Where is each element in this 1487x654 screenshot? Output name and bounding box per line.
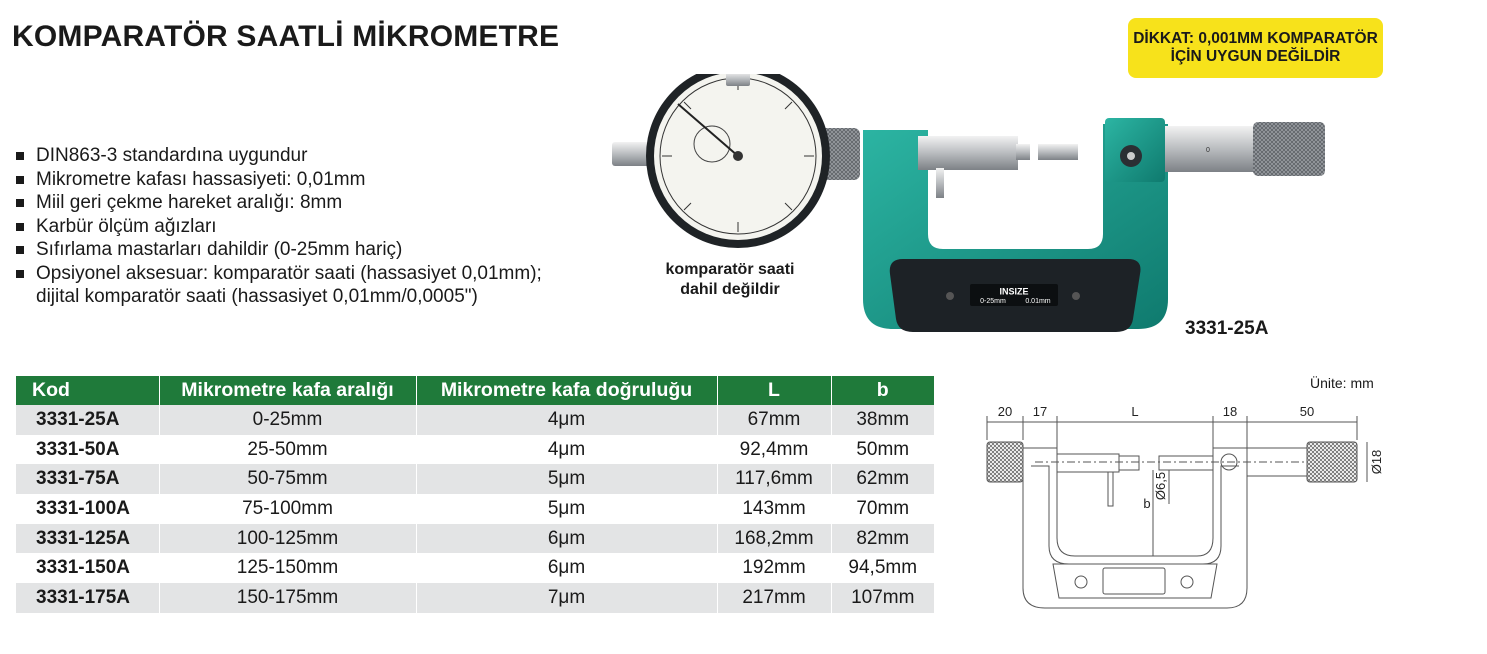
feature-item: Opsiyonel aksesuar: komparatör saati (hassasiyet 0,01mm); (16, 262, 542, 286)
cell-kod: 3331-50A (16, 435, 159, 465)
header-kod: Kod (16, 376, 159, 405)
cell-range: 0-25mm (159, 405, 416, 435)
cell-b: 82mm (831, 524, 934, 554)
dim-17: 17 (1032, 404, 1048, 419)
cell-accuracy: 5μm (416, 464, 717, 494)
header-range: Mikrometre kafa aralığı (159, 376, 416, 405)
table-row (16, 464, 934, 494)
cell-range: 150-175mm (159, 583, 416, 613)
cell-kod: 3331-125A (16, 524, 159, 554)
table-header-row (16, 376, 934, 405)
cell-l: 192mm (717, 553, 831, 583)
cell-kod: 3331-150A (16, 553, 159, 583)
cell-l: 217mm (717, 583, 831, 613)
cell-accuracy: 5μm (416, 494, 717, 524)
table-row (16, 435, 934, 465)
cell-b: 94,5mm (831, 553, 934, 583)
cell-accuracy: 6μm (416, 553, 717, 583)
photo-range: 0-25mm (980, 298, 1006, 305)
cell-l: 92,4mm (717, 435, 831, 465)
cell-b: 38mm (831, 405, 934, 435)
warning-line-1: DİKKAT: 0,001MM KOMPARATÖR (1133, 30, 1378, 47)
cell-range: 125-150mm (159, 553, 416, 583)
photo-resolution: 0.01mm (1025, 298, 1051, 305)
cell-range: 50-75mm (159, 464, 416, 494)
cell-l: 117,6mm (717, 464, 831, 494)
table-row (16, 524, 934, 554)
model-label: 3331-25A (1185, 318, 1269, 339)
dim-50: 50 (1299, 404, 1315, 419)
caption-line-2: dahil değildir (680, 281, 780, 298)
feature-item: DIN863-3 standardına uygundur (16, 144, 542, 168)
table-row (16, 494, 934, 524)
header-b: b (831, 376, 934, 405)
cell-b: 62mm (831, 464, 934, 494)
cell-l: 67mm (717, 405, 831, 435)
dim-l: L (1131, 404, 1139, 419)
cell-b: 50mm (831, 435, 934, 465)
table-row (16, 405, 934, 435)
dim-20: 20 (997, 404, 1013, 419)
cell-range: 25-50mm (159, 435, 416, 465)
table-row (16, 583, 934, 613)
feature-item-continuation: dijital komparatör saati (hassasiyet 0,01mm/0,0005") (36, 286, 478, 307)
header-accuracy: Mikrometre kafa doğruluğu (416, 376, 717, 405)
technical-drawing (965, 396, 1395, 618)
caption-line-1: komparatör saati (665, 261, 795, 278)
micrometer-photo (608, 74, 1333, 349)
dim-18: 18 (1222, 404, 1238, 419)
caption (630, 260, 830, 300)
cell-accuracy: 7μm (416, 583, 717, 613)
table-row (16, 553, 934, 583)
cell-accuracy: 4μm (416, 405, 717, 435)
cell-range: 100-125mm (159, 524, 416, 554)
feature-item: Karbür ölçüm ağızları (16, 215, 542, 239)
feature-list (16, 144, 542, 309)
dim-b: b (1143, 496, 1151, 511)
left-knurl (987, 442, 1023, 482)
cell-range: 75-100mm (159, 494, 416, 524)
page-title: KOMPARATÖR SAATLİ MİKROMETRE (12, 20, 560, 53)
dim-d18: Ø18 (1369, 449, 1384, 475)
cell-kod: 3331-25A (16, 405, 159, 435)
warning-notice (1128, 18, 1383, 78)
spec-table (16, 376, 934, 613)
cell-kod: 3331-175A (16, 583, 159, 613)
sleeve-zero: 0 (1206, 147, 1210, 154)
cell-l: 143mm (717, 494, 831, 524)
cell-accuracy: 4μm (416, 435, 717, 465)
dim-d65: Ø6,5 (1153, 471, 1168, 501)
cell-b: 70mm (831, 494, 934, 524)
cell-kod: 3331-100A (16, 494, 159, 524)
header-l: L (717, 376, 831, 405)
cell-l: 168,2mm (717, 524, 831, 554)
cell-accuracy: 6μm (416, 524, 717, 554)
right-knurl (1307, 442, 1357, 482)
cell-kod: 3331-75A (16, 464, 159, 494)
photo-brand: INSIZE (999, 286, 1029, 297)
feature-item: Miil geri çekme hareket aralığı: 8mm (16, 191, 542, 215)
warning-line-2: İÇİN UYGUN DEĞİLDİR (1170, 48, 1341, 65)
feature-item: Mikrometre kafası hassasiyeti: 0,01mm (16, 168, 542, 192)
unit-note: Ünite: mm (1310, 375, 1374, 391)
cell-b: 107mm (831, 583, 934, 613)
feature-item: Sıfırlama mastarları dahildir (0-25mm hariç) (16, 238, 542, 262)
